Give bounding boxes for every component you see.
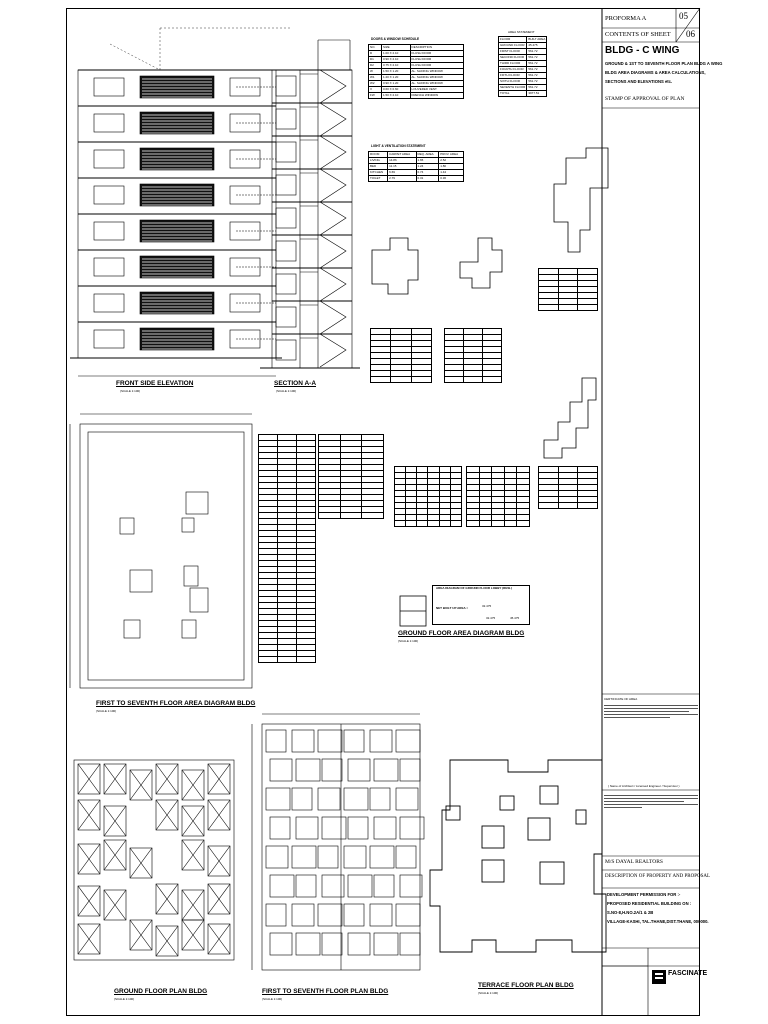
sheet-number: 05: [679, 11, 688, 21]
stamp-label: STAMP OF APPROVAL OF PLAN: [605, 96, 685, 102]
certificate-text-lines: [604, 703, 698, 720]
table-cell: PROV. AREA: [439, 152, 464, 158]
table-row: [499, 91, 547, 97]
desc-line-3: SECTIONS AND ELEVATIONS etc.: [605, 79, 673, 84]
proposal-line-4: VILLAGE-KASHI, TAL.THANE,DIST.THANE, 000000.: [607, 919, 709, 924]
area-calc-table-2: [318, 434, 384, 519]
carpet-table-5: [394, 466, 462, 527]
table-cell: 1.00 X 2.10: [381, 51, 410, 57]
owner-name: M/S DAYAL REALTORS: [605, 859, 663, 865]
carpet-table-6: [466, 466, 530, 527]
certificate-heading: CERTIFICATE OF AREA: [604, 697, 638, 701]
table-cell: 2.79: [388, 176, 416, 182]
area-statement-title: AREA STATEMENT: [508, 30, 535, 34]
table-cell: [479, 521, 492, 527]
logo-text: FASCINATE: [668, 970, 708, 977]
table-cell: GROUND FLOOR: [499, 43, 527, 49]
table-row: [319, 513, 384, 519]
lobby-value-1: 32.475: [482, 604, 492, 608]
table-cell: [483, 377, 502, 383]
table-cell: 1.24: [416, 164, 439, 170]
table-cell: BUILT AREA: [528, 37, 546, 41]
table-cell: AL. SLIDING WINDOW: [410, 69, 463, 75]
table-row: [539, 305, 598, 311]
table-cell: KITCHEN: [369, 170, 388, 176]
table-row: [369, 93, 464, 99]
table-cell: AL. SLIDING WINDOW: [410, 81, 463, 87]
table-cell: [395, 521, 406, 527]
table-cell: [259, 657, 278, 663]
table-cell: [558, 503, 578, 509]
table-cell: FW: [369, 93, 382, 99]
table-cell: W: [369, 69, 382, 75]
typical-plan-scale: (SCALE 1:100): [262, 997, 283, 1001]
section-aa-drawing: [260, 40, 360, 368]
table-cell: FIRST FLOOR: [499, 49, 527, 55]
table-cell: 0.90 X 2.10: [381, 57, 410, 63]
table-cell: [467, 521, 480, 527]
table-cell: [278, 657, 297, 663]
desc-line-1: GROUND & 1ST TO SEVENTH FLOOR PLAN BLDG A WING: [605, 61, 723, 66]
table-cell: [362, 513, 384, 519]
table-cell: [319, 513, 341, 519]
table-cell: 2.52: [439, 158, 464, 164]
table-cell: FIFTH FLOOR: [499, 73, 527, 79]
table-row: [259, 657, 316, 663]
table-cell: 561.72: [527, 61, 547, 67]
table-cell: [504, 521, 517, 527]
table-cell: LOUVERED VENT.: [410, 87, 463, 93]
table-cell: 1.44: [439, 170, 464, 176]
table-cell: [578, 503, 598, 509]
front-elevation-drawing: [70, 70, 282, 376]
carpet-table-3: [538, 268, 598, 311]
carpet-table-4: [538, 466, 598, 509]
ground-area-diagram: [400, 596, 426, 626]
table-cell: 0.36: [439, 176, 464, 182]
table-cell: FLOOR: [499, 37, 527, 43]
table-cell: 561.72: [527, 85, 547, 91]
undertaking-text-lines: [604, 793, 698, 810]
table-cell: [340, 513, 362, 519]
carpet-table-1: [370, 328, 432, 383]
first-area-title: FIRST TO SEVENTH FLOOR AREA DIAGRAM BLDG: [96, 700, 256, 707]
section-aa-scale: (SCALE 1:100): [276, 389, 297, 393]
table-cell: [439, 521, 450, 527]
front-elevation-scale: (SCALE 1:100): [120, 389, 141, 393]
front-elevation-title: FRONT SIDE ELEVATION: [116, 380, 194, 387]
table-row: [371, 377, 432, 383]
table-cell: V: [369, 87, 382, 93]
table-cell: 0.75 X 2.10: [381, 63, 410, 69]
table-cell: [428, 521, 439, 527]
table-cell: [371, 377, 391, 383]
area-calc-table: [258, 434, 316, 663]
table-cell: 14.86: [388, 158, 416, 164]
table-cell: 561.72: [527, 79, 547, 85]
light-vent-table: [368, 151, 464, 182]
table-cell: [297, 657, 316, 663]
description-heading: DESCRIPTION OF PROPERTY AND PROPOSAL: [605, 874, 711, 879]
table-cell: 0.60 X 0.60: [381, 87, 410, 93]
lobby-value-2: 32.475: [486, 616, 496, 620]
table-cell: [445, 377, 464, 383]
typical-plan-title: FIRST TO SEVENTH FLOOR PLAN BLDG: [262, 988, 389, 995]
table-cell: TOILET: [369, 176, 388, 182]
first-floor-area-diagram: [70, 414, 252, 688]
area-statement-table: [498, 36, 547, 97]
table-cell: BED: [369, 164, 388, 170]
table-cell: TOTAL: [499, 91, 527, 97]
table-cell: W1: [369, 75, 382, 81]
table-cell: 1.50 X 2.10: [381, 93, 410, 99]
proposal-line-1: DEVELOPMENT PERMISSION FOR :-: [607, 892, 681, 897]
proforma-label: PROFORMA A: [605, 15, 647, 22]
table-cell: 561.72: [527, 49, 547, 55]
table-cell: 6.69: [388, 170, 416, 176]
table-cell: [539, 503, 559, 509]
table-cell: SEVENTH FLOOR: [500, 85, 526, 89]
logo-mark: [652, 970, 666, 984]
proposal-line-2: PROPOSED RESIDENTIAL BUILDING ON :: [607, 901, 692, 906]
lobby-total: 45.475: [510, 616, 520, 620]
ground-floor-plan-drawing: [74, 760, 234, 960]
desc-line-2: BLDG AREA DIAGRAMS & AREA CALCULATIONS,: [605, 70, 706, 75]
table-cell: [492, 521, 505, 527]
ground-lobby-title: AREA DIAGRAM OF GROUND FLOOR LOBBY (RESI.): [436, 586, 512, 590]
table-cell: D: [369, 51, 382, 57]
table-row: [445, 377, 502, 383]
table-cell: DESCRIPTION: [410, 45, 463, 51]
table-cell: FLUSH DOOR: [410, 51, 463, 57]
table-cell: 1.20 X 1.20: [381, 75, 410, 81]
carpet-table-2: [444, 328, 502, 383]
table-row: [369, 176, 464, 182]
table-cell: 0.31: [416, 176, 439, 182]
table-cell: [406, 521, 417, 527]
door-window-title: DOORS & WINDOW SCHEDULE: [371, 37, 420, 41]
table-cell: REQ. AREA: [416, 152, 439, 158]
terrace-plan-scale: (SCALE 1:100): [478, 991, 499, 995]
table-cell: THIRD FLOOR: [499, 61, 527, 67]
table-cell: [391, 377, 411, 383]
building-title: BLDG - C WING: [605, 45, 680, 56]
table-cell: FRENCH WINDOW: [410, 93, 463, 99]
table-cell: 3977.51: [527, 91, 547, 97]
table-cell: FLUSH DOOR: [410, 63, 463, 69]
table-row: [395, 521, 462, 527]
table-cell: LIVING: [369, 158, 388, 164]
table-cell: D2: [369, 63, 382, 69]
table-cell: W2: [369, 81, 382, 87]
table-cell: [450, 521, 461, 527]
table-cell: [517, 521, 530, 527]
first-area-scale: (SCALE 1:100): [96, 709, 117, 713]
table-cell: AL. SLIDING WINDOW: [410, 75, 463, 81]
table-cell: FLUSH DOOR: [410, 57, 463, 63]
table-cell: FOURTH FLOOR: [499, 67, 527, 73]
ground-area-scale: (SCALE 1:100): [398, 639, 419, 643]
table-cell: SIZE: [381, 45, 410, 51]
door-window-table: [368, 44, 464, 99]
contents-label: CONTENTS OF SHEET: [605, 31, 671, 38]
table-cell: 561.72: [527, 67, 547, 73]
table-row: [467, 521, 530, 527]
ground-plan-title: GROUND FLOOR PLAN BLDG: [114, 988, 208, 995]
table-cell: 11.15: [388, 164, 416, 170]
terrace-plan-drawing: [430, 760, 606, 952]
table-cell: CARPET AREA: [388, 152, 416, 158]
proposal-line-3: S.NO-8,H.NO.2A/1 & 2B: [607, 910, 654, 915]
table-cell: 1.80: [439, 164, 464, 170]
terrace-plan-title: TERRACE FLOOR PLAN BLDG: [478, 982, 574, 989]
table-cell: [558, 305, 578, 311]
table-cell: 561.72: [527, 55, 547, 61]
table-cell: [417, 521, 428, 527]
table-cell: 0.74: [416, 170, 439, 176]
table-cell: 0.90 X 1.20: [381, 81, 410, 87]
table-cell: 45.475: [527, 43, 547, 49]
sheet-total: 06: [686, 29, 695, 39]
table-cell: D1: [369, 57, 382, 63]
table-cell: [411, 377, 431, 383]
table-row: [539, 503, 598, 509]
table-cell: [539, 305, 559, 311]
ground-plan-scale: (SCALE 1:100): [114, 997, 135, 1001]
table-cell: SECOND FLOOR: [499, 55, 527, 61]
table-cell: 1.65: [416, 158, 439, 164]
table-cell: SIXTH FLOOR: [499, 79, 527, 85]
table-cell: 561.72: [527, 73, 547, 79]
net-builtup-label: NET BUILT UP AREA =: [436, 606, 469, 610]
table-cell: NO.: [369, 45, 382, 51]
table-cell: ROOM: [369, 152, 388, 158]
typical-floor-plan-drawing: [252, 714, 424, 970]
section-aa-title: SECTION A-A: [274, 380, 317, 387]
table-cell: 1.50 X 1.20: [381, 69, 410, 75]
table-cell: [464, 377, 483, 383]
signature-label: ( Name of Architect / Licensed Engineer / Supervisor ): [608, 784, 680, 788]
ground-area-title: GROUND FLOOR AREA DIAGRAM BLDG: [398, 630, 525, 637]
table-cell: [578, 305, 598, 311]
light-vent-title: LIGHT & VENTILATION STATEMENT: [371, 144, 426, 148]
